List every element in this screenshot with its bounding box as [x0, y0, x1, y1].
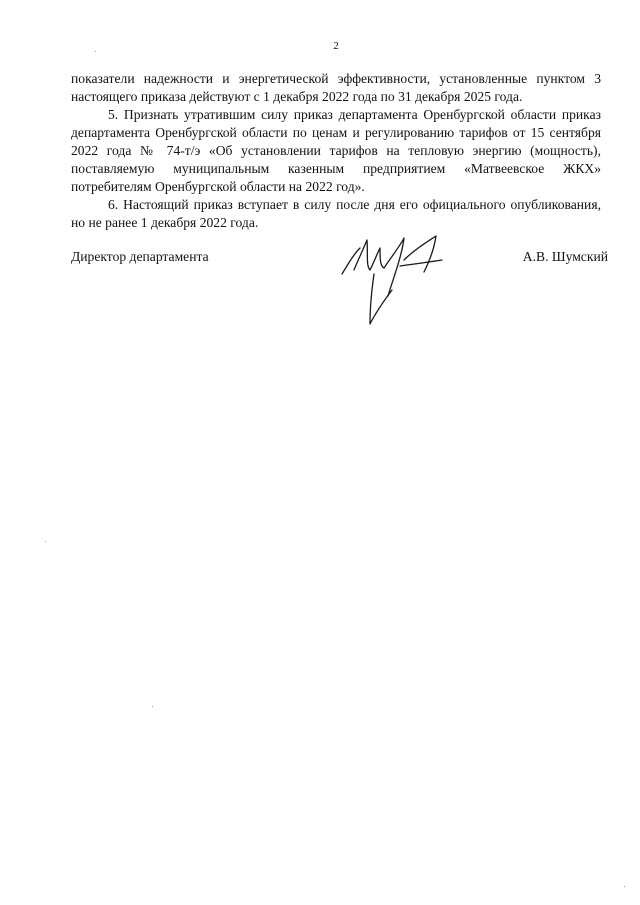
scan-speck — [624, 886, 625, 887]
signer-title: Директор департамента — [71, 249, 209, 264]
handwritten-signature — [330, 226, 450, 336]
scan-speck — [45, 541, 46, 542]
signer-name: А.В. Шумский — [522, 249, 608, 264]
page-number: 2 — [333, 40, 339, 52]
scan-speck — [152, 706, 153, 707]
scan-speck — [95, 51, 96, 52]
paragraph-item-6: 6. Настоящий приказ вступает в силу после дня его официального опубликования, но не ранее 1 декабря 2022 года. — [71, 197, 601, 230]
paragraph-continuation: показатели надежности и энергетической эффективности, установленные пунктом 3 настоящего приказа действуют с 1 декабря 2022 года по 31 декабря 2025 года. — [71, 71, 601, 104]
document-body — [71, 70, 601, 232]
paragraph-item-5: 5. Признать утратившим силу приказ департамента Оренбургской области приказ департамента Оренбургской области по ценам и регулированию тарифов от 15 сентября 2022 года № 74-т/э «Об установлении тарифов на тепловую энергию (мощность), поставляемую муниципальным казенным предприятием «Матвеевское ЖКХ» потребителям Оренбургской области на 2022 год». — [71, 107, 601, 194]
